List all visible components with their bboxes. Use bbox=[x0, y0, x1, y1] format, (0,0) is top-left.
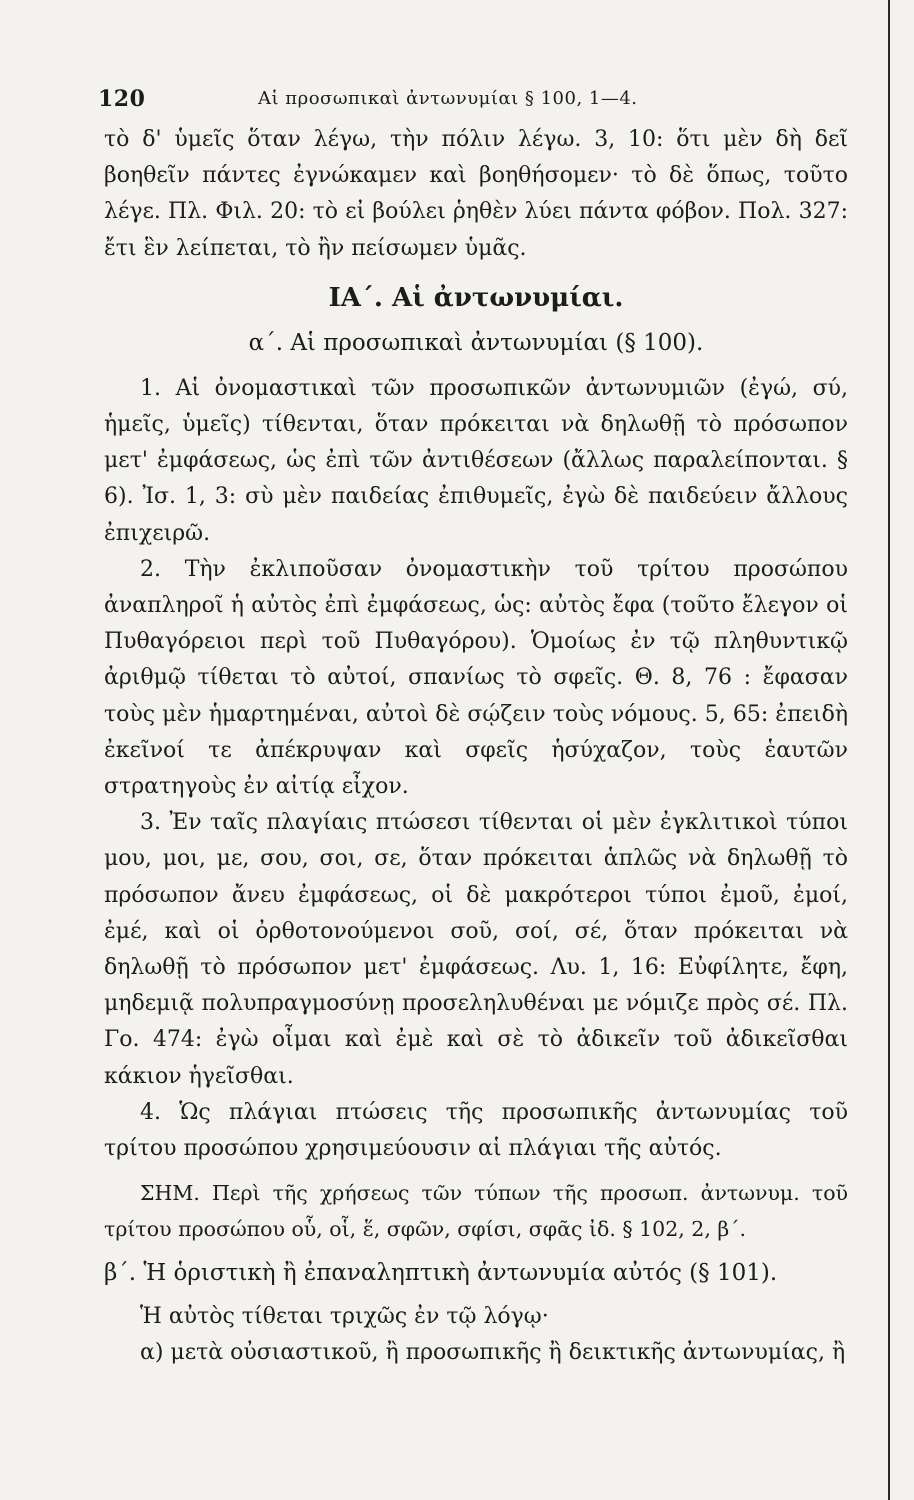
page-number: 120 bbox=[98, 86, 146, 112]
subsection-heading-a: α΄. Αἱ προσωπικαὶ ἀντωνυμίαι (§ 100). bbox=[248, 329, 704, 356]
paragraph-5: Ἡ αὐτὸς τίθεται τριχῶς ἐν τῷ λόγῳ· bbox=[140, 1304, 549, 1330]
paragraph-4: 4. Ὡς πλάγιαι πτώσεις τῆς προσωπικῆς ἀντωνυμίας τοῦ τρίτου προσώπου χρησιμεύουσιν αἱ πλάγιαι τῆς αὐτός. bbox=[104, 1099, 848, 1162]
paragraph-1: 1. Αἱ ὀνομαστικαὶ τῶν προσωπικῶν ἀντωνυμιῶν (ἐγώ, σύ, ἡμεῖς, ὑμεῖς) τίθενται, ὅταν πρόκειται νὰ δηλωθῇ τὸ πρόσωπον μετ' ἐμφάσεως, ὡς ἐπὶ τῶν ἀντιθέσεων (ἄλλως παραλείπονται. § 6). Ἰσ. 1, 3: σὺ μὲν παιδείας ἐπιθυμεῖς, ἐγὼ δὲ παιδεύειν ἄλλους ἐπιχειρῶ. bbox=[104, 375, 848, 546]
continuation-paragraph: τὸ δ' ὑμεῖς ὅταν λέγω, τὴν πόλιν λέγω. 3, 10: ὅτι μὲν δὴ δεῖ βοηθεῖν πάντες ἐγνώκαμεν καὶ βοηθήσομεν· τὸ δὲ ὅπως, τοῦτο λέγε. Πλ. Φιλ. 20: τὸ εἰ βούλει ῥηθὲν λύει πάντα φόβον. Πολ. 327: ἔτι ἓν λείπεται, τὸ ἢν πείσωμεν ὑμᾶς. bbox=[104, 127, 848, 261]
paragraph-2: 2. Τὴν ἐκλιποῦσαν ὀνομαστικὴν τοῦ τρίτου προσώπου ἀναπληροῖ ἡ αὐτὸς ἐπὶ ἐμφάσεως, ὡς: αὐτὸς ἔφα (τοῦτο ἔλεγον οἱ Πυθαγόρειοι περὶ τοῦ Πυθαγόρου). Ὁμοίως ἐν τῷ πληθυντικῷ ἀριθμῷ τίθεται τὸ αὐτοί, σπανίως τὸ σφεῖς. Θ. 8, 76 : ἔφασαν τοὺς μὲν ἡμαρτημέναι, αὐτοὶ δὲ σῴζειν τοὺς νόμους. 5, 65: ἐπειδὴ ἐκεῖνοί τε ἀπέκρυψαν καὶ σφεῖς ἡσύχαζον, τοὺς ἑαυτῶν στρατηγοὺς ἐν αἰτίᾳ εἶχον. bbox=[104, 556, 848, 800]
running-head-title: Αἱ προσωπικαὶ ἀντωνυμίαι § 100, 1—4. bbox=[258, 88, 638, 109]
section-heading: ΙΑ΄. Αἱ ἀντωνυμίαι. bbox=[328, 282, 624, 313]
paragraph-6: α) μετὰ οὐσιαστικοῦ, ἢ προσωπικῆς ἢ δεικτικῆς ἀντωνυμίας, ἢ bbox=[140, 1340, 846, 1366]
subsection-heading-b: β΄. Ἡ ὁριστικὴ ἢ ἐπαναληπτικὴ ἀντωνυμία αὐτός (§ 101). bbox=[104, 1260, 778, 1287]
paragraph-3: 3. Ἐν ταῖς πλαγίαις πτώσεσι τίθενται οἱ μὲν ἐγκλιτικοὶ τύποι μου, μοι, με, σου, σοι, σε, ὅταν πρόκειται ἁπλῶς νὰ δηλωθῇ τὸ πρόσωπον ἄνευ ἐμφάσεως, οἱ δὲ μακρότεροι τύποι ἐμοῦ, ἐμοί, ἐμέ, καὶ οἱ ὀρθοτονούμενοι σοῦ, σοί, σέ, ὅταν πρόκειται νὰ δηλωθῇ τὸ πρόσωπον μετ' ἐμφάσεως. Λυ. 1, 16: Εὐφίλητε, ἔφη, μηδεμιᾷ πολυπραγμοσύνῃ προσεληλυθέναι με νόμιζε πρὸς σέ. Πλ. Γο. 474: ἐγὼ οἶμαι καὶ ἐμὲ καὶ σὲ τὸ ἀδικεῖν τοῦ ἀδικεῖσθαι κάκιον ἡγεῖσθαι. bbox=[104, 810, 848, 1089]
page-edge-line bbox=[888, 0, 890, 1500]
note-paragraph: ΣΗΜ. Περὶ τῆς χρήσεως τῶν τύπων τῆς προσωπ. ἀντωνυμ. τοῦ τρίτου προσώπου οὗ, οἷ, ἕ, σφῶν, σφίσι, σφᾶς ἰδ. § 102, 2, β΄. bbox=[104, 1181, 848, 1242]
running-head bbox=[98, 86, 848, 122]
book-page bbox=[98, 86, 848, 1372]
